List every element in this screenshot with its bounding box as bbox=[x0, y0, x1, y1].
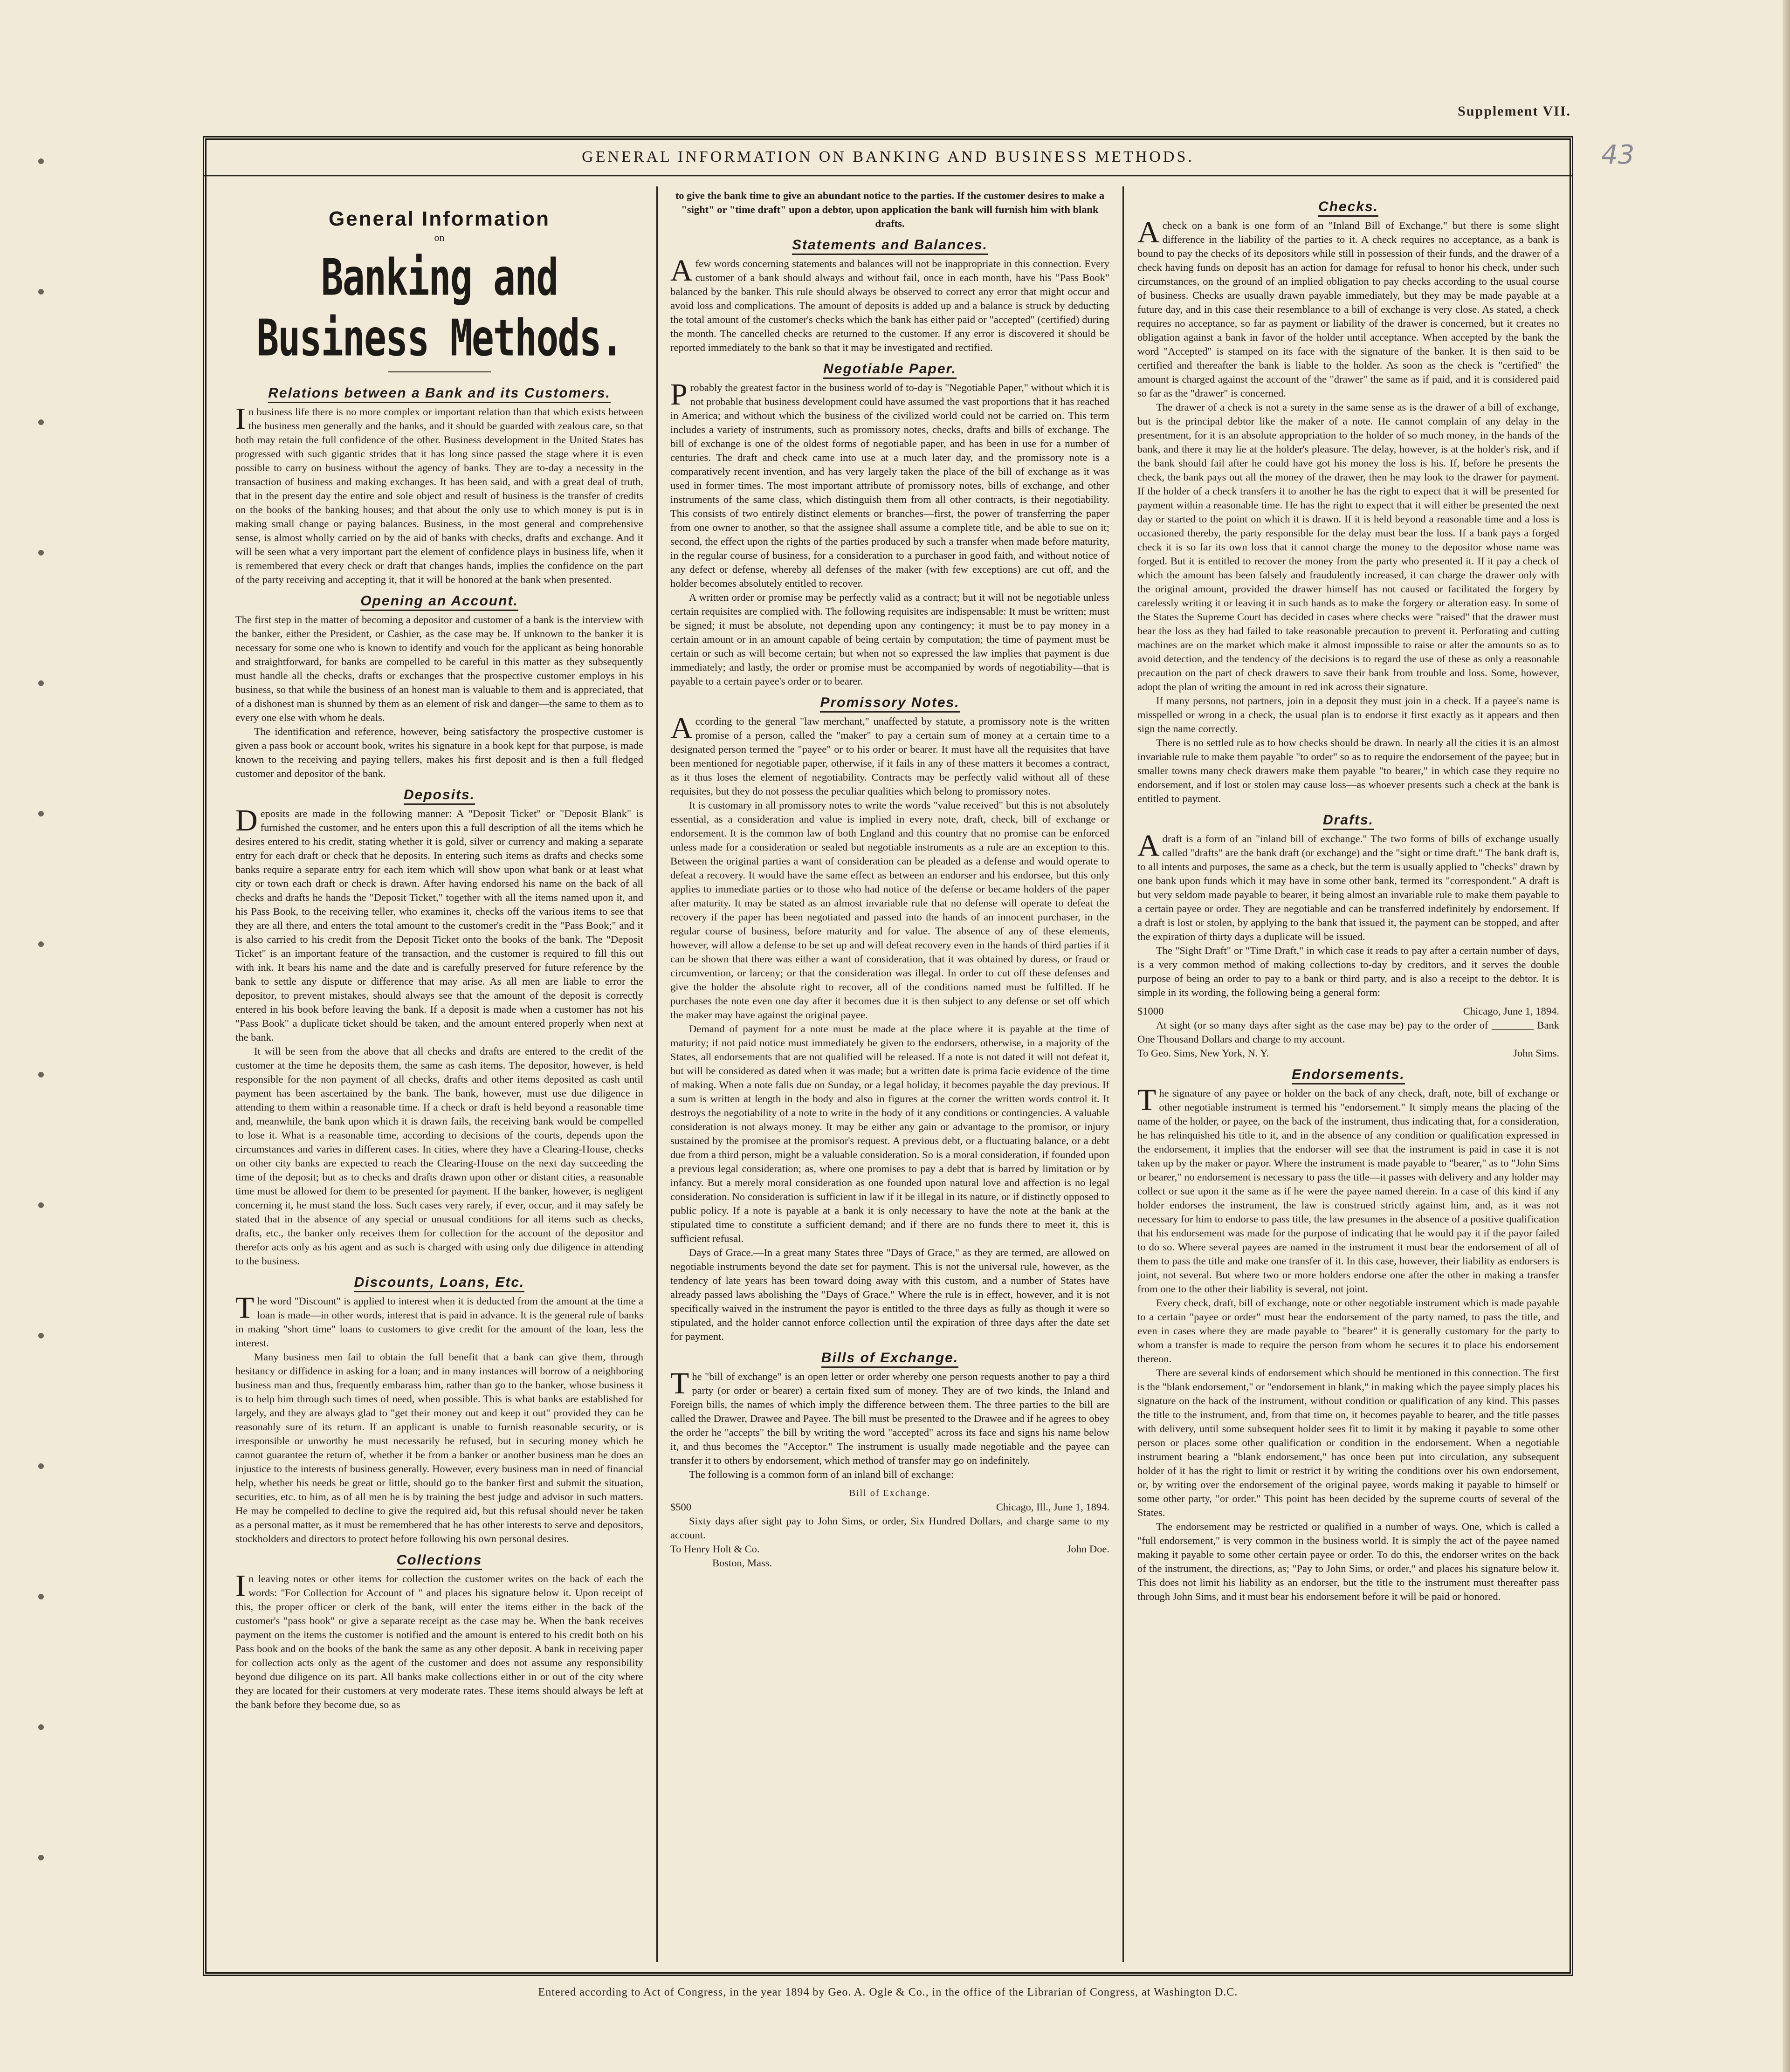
form-footer bbox=[670, 1542, 1109, 1556]
paragraph-endorsements-1: The signature of any payee or holder on the back of any check, draft, note, bill of exchange or other negotiable instrument is termed his "endorsement." It simply means the placing of the name of the holder, or payee, on the back of the instrument, thus indicating that, for a consideration, he has relinquished his title to it, and in the absence of any condition or qualification expressed in the endorsement, it implies that the endorser will see that the instrument is paid in case it is not taken up by the maker or payor. Where the instrument is made payable to "bearer," as to "John Sims or bearer," no endorsement is necessary to pass the title—it passes with delivery and any holder may collect or sue upon it the same as if he were the payee named therein. In a case of this kind if any holder endorses the instrument, the law is construed strictly against him, and, as it was not necessary for him to endorse to pass title, the law presumes in the absence of a positive qualification that his endorsement was made for the purpose of indicating that he would pay it if the payor failed to do so. Where several payees are named in the instrument it must bear the endorsement of all of them to pass the title and make one transfer of it. In this case, however, their liability as endorsers is joint, not several. But where two or more holders endorse one after the other in making a transfer from one to the other their liability is several, not joint. bbox=[1137, 1083, 1559, 1295]
paragraph-checks-4: There is no settled rule as to how checks should be drawn. In nearly all the cities it is an almost invariable rule to make them payable "to order" so as to require the endorsement of the payee; but in smaller towns many check drawers make them payable "to bearer," in which case they require no endorsement, and if lost or stolen may cause loss—as whoever presents such a check at the bank is entitled to payment. bbox=[1137, 737, 1559, 804]
paragraph-continued: to give the bank time to give an abundant notice to the parties. If the customer desires to make a "sight" or "time draft" upon a debtor, upon application the bank will furnish him with blank drafts. bbox=[675, 190, 1105, 229]
draft-footer bbox=[1137, 1046, 1559, 1060]
paragraph-endorsements-4: The endorsement may be restricted or qualified in a number of ways. One, which is called a "full endorsement," is very common in the business world. It is simply the act of the payee named making it payable to some other certain payee or order. To do this, the endorser writes on the back of the instrument, the directions, as; "Pay to John Sims, or order," and places his signature below it. This does not limit his liability as an endorser, but the title to the instrument must thereafter pass through John Sims, and it must bear his endorsement before it will be paid or honored. bbox=[1137, 1521, 1559, 1602]
paragraph-opening-1: The first step in the matter of becoming a depositor and customer of a bank is the interview with the banker, either the President, or Cashier, as the case may be. If unknown to the banker it is necessary for some one who is known to identify and vouch for the applicant as being honorable and straightforward, for banks are compelled to be careful in this matter as they subsequently must handle all the checks, drafts or exchanges that the prospective customer employs in his business, so that while the business of an honest man is valuable to them and is appreciated, that of a dishonest man is shunned by them as an element of risk and danger—the same to them as to every one else with whom he deals. bbox=[235, 614, 643, 723]
heading-promissory-notes: Promissory Notes. bbox=[670, 696, 1109, 710]
column-1 bbox=[235, 189, 643, 1960]
title-rule bbox=[388, 371, 491, 372]
binder-hole bbox=[38, 680, 44, 686]
paragraph-days-of-grace: Days of Grace.—In a great many States three "Days of Grace," as they are termed, are allowed on negotiable instruments beyond the date set for payment. This is not the universal rule, however, as the tendency of late years has been toward doing away with this custom, and a number of States have already passed laws abolishing the "Days of Grace." Where the rule is in effect, however, and it is not specifically waived in the instrument the payor is entitled to the three days as fully as though it were so stipulated, and the holder cannot enforce collection until the expiration of three days after the date set for payment. bbox=[670, 1247, 1109, 1342]
paragraph-negotiable-1: Probably the greatest factor in the business world of to-day is "Negotiable Paper," without which it is not probable that business development could have assumed the vast proportions that it has reached in America; and without which the business of the civilized world could not be carried on. This term includes a variety of instruments, such as promissory notes, checks, drafts and bills of exchange. The bill of exchange is one of the oldest forms of negotiable paper, and has been in use for a number of centuries. The draft and check came into use at a much later day, and the promissory note is a comparatively recent invention, and has very largely taken the place of the bill of exchange as it was used in former times. The most important attribute of promissory notes, bills of exchange, and other instruments of the same class, which distinguish them from all other contracts, is their negotiability. This consists of two entirely distinct elements or branches—first, the power of transferring the paper from one owner to another, so that the assignee shall assume a complete title, and be able to sue on it; second, the effect upon the rights of the parties produced by such a transfer when made before maturity, in the regular course of business, for a consideration to a purchaser in good faith, and without notice of any defect or defense, whereby all defenses of the maker (with few exceptions) are cut off, and the holder becomes absolutely entitled to recover. bbox=[670, 377, 1109, 589]
paragraph-promissory-1: According to the general "law merchant," unaffected by statute, a promissory note is the written promise of a person, called the "maker" to pay a certain sum of money at a certain time to a designated person termed the "payee" or to his order or bearer. It must have all the requisites that have been mentioned for negotiable paper, otherwise, if it fails in any of these matters it becomes a contract, as it thus loses the element of negotiability. Contracts may be perfectly valid without all of these requisites, but they do not possess the peculiar qualities which belong to promissory notes. bbox=[670, 711, 1109, 797]
draft-signer: John Sims. bbox=[1513, 1047, 1559, 1059]
heading-deposits: Deposits. bbox=[235, 788, 643, 802]
draft-date: Chicago, June 1, 1894. bbox=[1463, 1005, 1559, 1017]
heading-negotiable-paper: Negotiable Paper. bbox=[670, 362, 1109, 376]
binder-hole bbox=[38, 1072, 44, 1077]
paragraph-deposits-1: Deposits are made in the following manner: A "Deposit Ticket" or "Deposit Blank" is furnished the customer, and he enters upon this a full description of all the items which he desires entered to his credit, stating whether it is gold, silver or currency and making a separate entry for each draft or check that he deposits. In entering such items as drafts and checks some banks require a separate entry for each item which will show upon what bank or at least what city or town each draft or check is drawn. After having endorsed his name on the back of all checks and drafts he hands the "Deposit Ticket," together with all the items named upon it, and his Pass Book, to the receiving teller, who examines it, checks off the various items to see that they are all there, and enters the total amount to the customer's credit in the "Pass Book;" and it is also carried to his credit from the Deposit Ticket onto the books of the bank. The "Deposit Ticket" is an important feature of the transaction, and the customer is required to fill this out with ink. It bears his name and the date and is carefully preserved for future reference by the bank to settle any dispute or difference that may arise. As all men are liable to error the depositor, to prevent mistakes, should always see that the amount of the deposit is correctly entered in his book before leaving the bank. If a deposit is made when a customer has not his "Pass Book" a duplicate ticket should be taken, and the amount entered properly when next at the bank. bbox=[235, 803, 643, 1043]
paragraph-promissory-2: It is customary in all promissory notes to write the words "value received" but this is not absolutely essential, as a consideration and value is implied in every note, draft, check, bill of exchange or endorsement. It is the common law of both England and this country that no promise can be enforced unless made for a consideration or sealed but negotiable instruments as a rule are an exception to this. Between the original parties a want of consideration can be pleaded as a defense and would operate to defeat a recovery. It would have the same effect as between an endorser and his endorsee, but this only applies to immediate parties or to those who had notice of the defense or became holders of the paper after maturity. It may be stated as an almost invariable rule that no defense will operate to defeat the recovery if the paper has been negotiated and passed into the hands of an innocent purchaser, in the regular course of business, before maturity and for value. The absence of any of these elements, however, will allow a defense to be set up and will defeat recovery even in the hands of third parties if it can be shown that there was either a want of consideration, that it was obtained by duress, or fraud or circumvention, or larceny; or that the consideration was illegal. In order to cut off these defenses and give the holder the absolute right to recover, all of the conditions named must be fulfilled. If he purchases the note even one day after it becomes due it is then subject to any defense or set off which the maker may have against the original payee. bbox=[670, 799, 1109, 1021]
heading-endorsements: Endorsements. bbox=[1137, 1068, 1559, 1082]
title-on: on bbox=[434, 232, 445, 243]
page-edge bbox=[1783, 0, 1790, 2072]
heading-bills-of-exchange: Bills of Exchange. bbox=[670, 1351, 1109, 1365]
paragraph-drafts-2: The "Sight Draft" or "Time Draft," in which case it reads to pay after a certain number of days, is a very common method of making collections to-day by creditors, and it serves the double purpose of being an order to pay to a bank or third party, and is also a receipt to the debtor. It is simple in its wording, the following being a general form: bbox=[1137, 945, 1559, 998]
column-divider-1 bbox=[656, 186, 658, 1962]
paragraph-endorsements-2: Every check, draft, bill of exchange, note or other negotiable instrument which is made payable to a certain "payee or order" must bear the endorsement of the party named, to pass the title, and even in cases where they are made payable to "bearer" it is generally customary for the party to whom a transfer is made to require the person from whom he secures it to place his endorsement thereon. bbox=[1137, 1297, 1559, 1365]
paragraph-relations: In business life there is no more complex or important relation than that which exists between the business men generally and the banks, and it should be guarded with zealous care, so that both may retain the full confidence of the other. Business development in the United States has progressed with such gigantic strides that it has long since passed the stage where it is even possible to carry on business without the agency of banks. They are to-day a necessity in the transaction of business and making exchanges. It has been said, and with a great deal of truth, that in the present day the entire and sole object and result of business is the transfer of credits on the books of the banking houses; and that about the only use to which money is put is in making small change or paying balances. Business, in the most general and comprehensive sense, is almost wholly carried on by the aid of banks with checks, drafts and exchange. And it will be seen what a very important part the element of confidence plays in business life, when it is remembered that every check or draft that changes hands, implies the confidence on the part of the party receiving and accepting it, that it will be honored at the bank when presented. bbox=[235, 402, 643, 585]
binder-hole bbox=[38, 1202, 44, 1208]
title-block bbox=[235, 207, 643, 372]
paragraph-checks-3: If many persons, not partners, join in a deposit they must join in a check. If a payee's name is misspelled or wrong in a check, the usual plan is to endorse it first exactly as it appears and then sign the name correctly. bbox=[1137, 695, 1559, 734]
draft-form bbox=[1137, 1004, 1559, 1060]
draft-body: At sight (or so many days after sight as the case may be) pay to the order of ________ Bank One Thousand Dollars and charge to my account. bbox=[1137, 1019, 1559, 1045]
header-rule bbox=[203, 175, 1573, 177]
paragraph-drafts-1: Adraft is a form of an "inland bill of exchange." The two forms of bills of exchange usually called "drafts" are the bank draft (or exchange) and the "sight or time draft." The bank draft is, to all intents and purposes, the same as a check, but the term is usually applied to "checks" drawn by one bank upon funds which it may have in some other bank, termed its "correspondent." A draft is but very seldom made payable to bearer, it being almost an invariable rule to make them payable to a certain payee or order. They are negotiable and can be transferred indefinitely by endorsement. If a draft is lost or stolen, by applying to the bank that issued it, the payment can be stopped, and after the expiration of thirty days a duplicate will be issued. bbox=[1137, 829, 1559, 942]
binder-hole bbox=[38, 419, 44, 425]
paragraph-collections: In leaving notes or other items for collection the customer writes on the back of each the words: "For Collection for Account of " and places his signature below it. Upon receipt of this, the proper officer or clerk of the bank, will enter the items either in the back of the customer's "pass book" or give a separate receipt as the case may be. When the bank receives payment on the items the customer is notified and the amount is entered to his credit both on his Pass book and on the books of the bank the same as any other deposit. A bank in receiving paper for collection acts only as the agent of the customer and does not assume any responsibility beyond due diligence on its part. All banks make collections either in or out of the city where they are located for their customers at very moderate rates. These items should always be left at the bank before they become due, so as bbox=[235, 1569, 643, 1710]
paragraph-bills-2: The following is a common form of an inland bill of exchange: bbox=[689, 1468, 954, 1480]
draft-amount: $1000 bbox=[1137, 1005, 1164, 1017]
binder-hole bbox=[38, 1463, 44, 1469]
pencil-page-number: 43 bbox=[1601, 140, 1635, 170]
heading-statements: Statements and Balances. bbox=[670, 238, 1109, 252]
supplement-label: Supplement VII. bbox=[1458, 103, 1571, 119]
form-to: To Henry Holt & Co. bbox=[670, 1543, 760, 1555]
binder-hole bbox=[38, 941, 44, 947]
paragraph-bills-1: The "bill of exchange" is an open letter or order whereby one person requests another to pay a third party (or order or bearer) a certain fixed sum of money. They are of two kinds, the Inland and Foreign bills, the names of which imply the difference between them. The three parties to the bill are called the Drawer, Drawee and Payee. The bill must be presented to the Drawee and if he agrees to obey the order he "accepts" the bill by writing the word "accepted" across its face and signs his name below it, and thus becomes the "Acceptor." The instrument is usually made negotiable and the payee can transfer it to others by endorsement, which method of transfer may go on indefinitely. bbox=[670, 1366, 1109, 1466]
binder-hole bbox=[38, 811, 44, 816]
heading-opening-account: Opening an Account. bbox=[235, 594, 643, 608]
column-divider-2 bbox=[1122, 186, 1124, 1962]
paragraph-discounts-2: Many business men fail to obtain the full benefit that a bank can give them, through hesitancy or diffidence in asking for a loan; and in many instances will borrow of a neighboring business man and thus, frequently embarass him, rather than go to the banker, whose business it is to help him through such times of need, when possible. This is what banks are established for largely, and they are always glad to "get their money out and keep it out" provided they can be reasonably sure of its return. If an applicant is unable to furnish reasonable security, or is irresponsible or unworthy he must necessarily be refused, but in securing money which he cannot guarantee the return of, whether it be from a banker or another business man he does an injustice to the interests of business generally. However, every business man in need of financial help, whether his needs be great or little, should go to the banker first and submit the situation, securities, etc. to him, as of all men he is by training the best judge and advisor in such matters. He may be compelled to decline to give the required aid, but this refusal should never be taken as a personal matter, as it must be remembered that he has other interests to serve and depositors, stockholders and directors to protect before following his own personal desires. bbox=[235, 1351, 643, 1544]
binder-holes bbox=[38, 158, 47, 1957]
form-title: Bill of Exchange. bbox=[849, 1488, 931, 1498]
binder-hole bbox=[38, 1594, 44, 1599]
heading-relations: Relations between a Bank and its Customers. bbox=[235, 386, 643, 400]
title-general-information: General Information bbox=[328, 207, 551, 230]
binder-hole bbox=[38, 1724, 44, 1730]
heading-discounts: Discounts, Loans, Etc. bbox=[235, 1276, 643, 1290]
binder-hole bbox=[38, 1333, 44, 1338]
copyright-footer: Entered according to Act of Congress, in the year 1894 by Geo. A. Ogle & Co., in the office of the Librarian of Congress, at Washington D.C. bbox=[538, 1986, 1238, 1998]
draft-to: To Geo. Sims, New York, N. Y. bbox=[1137, 1047, 1269, 1059]
paragraph-deposits-2: It will be seen from the above that all checks and drafts are entered to the credit of the customer at the time he deposits them, the same as cash items. The depositor, however, is held responsible for the non payment of all checks, drafts and other items deposited as cash until payment has been ascertained by the bank. The bank, however, must use due diligence in attending to them within a reasonable time. If a check or draft is held beyond a reasonable time and, meanwhile, the bank upon which it is drawn fails, the receiving bank would be compelled to lose it. What is a reasonable time, according to decisions of the courts, depends upon the circumstances and varies in different cases. In cities, where they have a Clearing-House, checks on other city banks are expected to reach the Clearing-House on the next day succeeding the time of the deposit; but as to checks and drafts drawn upon other or distant cities, a reasonable time must be allowed for them to be presented for payment. If the banker, however, is negligent concerning it, he must stand the loss. Such cases very rarely, if ever, occur, and it may safely be stated that in the absence of any special or unusual conditions for all items such as checks, drafts, etc., the banker only receives them for collection for the account of the depositor and therefor acts only as his agent and as such is charged with using only due diligence in attending to the business. bbox=[235, 1045, 643, 1267]
paragraph-checks-1: Acheck on a bank is one form of an "Inland Bill of Exchange," but there is some slight difference in the liability of the parties to it. A check requires no acceptance, as a bank is bound to pay the checks of its depositors while still in possession of their funds, and the drawer of a check having funds on deposit has an action for damage for refusal to honor his check, under such circumstances, on the ground of an implied obligation to pay checks according to the usual course of business. Checks are usually drawn payable immediately, but they may be made payable at a future day, and in this case their resemblance to a bill of exchange is very close. As stated, a check requires no acceptance, so far as payment or liability of the drawer is concerned, but it creates no obligation against a bank in favor of the holder until acceptance. When accepted by the bank the word "Accepted" is stamped on its face with the signature of the banker. It is then said to be certified and thereafter the bank is liable to the holder. As soon as the check is "certified" the amount is charged against the account of the "drawer" the same as if paid, and it is considered paid so far as the "drawer" is concerned. bbox=[1137, 215, 1559, 399]
paragraph-checks-2: The drawer of a check is not a surety in the same sense as is the drawer of a bill of exchange, but is the principal debtor like the maker of a note. He cannot complain of any delay in the presentment, for it is an absolute appropriation to the holder of so much money, in the hands of the bank, and there it may lie at the holder's pleasure. The delay, however, is at the holder's risk, and if the bank should fail after he could have got his money the loss is his. If, before he presents the check, the bank pays out all the money of the drawer, then he may look to the drawer for payment. If the holder of a check transfers it to another he has the right to expect that it will be presented for payment within a reasonable time. He has the right to expect that it will either be presented the next day or started to the point on which it is drawn. If it is held beyond a reasonable time and a loss is occasioned thereby, the party responsible for the delay must bear the loss. If a bank pays a forged check it is so far its own loss that it cannot charge the money to the depositor whose name was forged. But it is entitled to recover the money from the party who presented it. If it pay a check of which the amount has been falsely and fraudulently increased, it can charge the drawer only with the original amount, provided the drawer himself has not caused or facilitated the forgery by carelessly writing it or leaving it in such hands as to make the forgery or alteration easy. In some of the States the Supreme Court has decided in cases where checks were "raised" that the drawer must bear the loss as they had failed to take reasonable precaution to prevent it. Perforating and cutting machines are on the market which make it almost impossible to raise or alter the amounts so as to avoid detection, and the tendency of the decisions is to regard the use of these as only a reasonable precaution on the part of check drawers to save their bank from trouble and loss. Some, however, adopt the plan of writing the amount in red ink across their signature. bbox=[1137, 401, 1559, 693]
form-header bbox=[670, 1500, 1109, 1514]
binder-hole bbox=[38, 289, 44, 295]
form-city: Boston, Mass. bbox=[712, 1557, 772, 1569]
paragraph-discounts-1: The word "Discount" is applied to interest when it is deducted from the amount at the time a loan is made—in other words, interest that is paid in advance. It is the general rule of banks in making "short time" loans to customers to give credit for the amount of the loan, less the interest. bbox=[235, 1291, 643, 1349]
draft-header bbox=[1137, 1004, 1559, 1018]
paragraph-opening-2: The identification and reference, however, being satisfactory the prospective customer is given a pass book or account book, writes his signature in a book kept for that purpose, is made known to the receiving and paying tellers, makes his first deposit and is then a full fledged customer and depositor of the bank. bbox=[235, 726, 643, 779]
paragraph-promissory-3: Demand of payment for a note must be made at the place where it is payable at the time of maturity; if not paid notice must immediately be given to the endorsers, otherwise, in a majority of the States, all endorsements that are not qualified will be released. If a note is not dated it will not defeat it, but will be considered as dated when it was made; but a written date is prima facie evidence of the time of making. When a note falls due on Sunday, or a legal holiday, it becomes payable the day previous. If a sum is written at length in the body and also in figures at the corner the written words control it. It destroys the negotiability of a note to write in the body of it any conditions or contingencies. A valuable consideration is not always money. It may be either any gain or advantage to the promisor, or injury sustained by the promisee at the promisor's request. A previous debt, or a fluctuating balance, or a debt due from a third person, might be a valuable consideration. So is a moral consideration, if founded upon a previous legal consideration; as, where one promises to pay a debt that is barred by limitation or by infancy. But a merely moral consideration as one founded upon natural love and affection is no legal consideration. No consideration is sufficient in law if it be illegal in its nature, or if distinctly opposed to public policy. If a note is payable at a bank it is only necessary to have the note at the bank at the stipulated time to constitute a sufficient demand; and if there are no funds there to meet it, this is sufficient refusal. bbox=[670, 1023, 1109, 1244]
heading-checks: Checks. bbox=[1137, 200, 1559, 214]
heading-collections: Collections bbox=[235, 1553, 643, 1567]
form-amount: $500 bbox=[670, 1501, 691, 1513]
binder-hole bbox=[38, 550, 44, 556]
form-signer: John Doe. bbox=[1067, 1543, 1109, 1555]
heading-drafts: Drafts. bbox=[1137, 813, 1559, 827]
binder-hole bbox=[38, 1855, 44, 1860]
bill-of-exchange-form bbox=[670, 1486, 1109, 1570]
column-3 bbox=[1137, 189, 1559, 1960]
banner-title: GENERAL INFORMATION ON BANKING AND BUSINESS METHODS. bbox=[582, 148, 1194, 165]
title-banking: Banking and Business Methods. bbox=[256, 248, 622, 367]
paragraph-statements: Afew words concerning statements and balances will not be inappropriate in this connection. Every customer of a bank should always and without fail, once in each month, have his "Pass Book" balanced by the banker. This rule should always be observed to correct any error that might occur and avoid loss and complications. The amount of deposits is added up and a balance is struck by deducting the total amount of the customer's checks which the bank has either paid or "accepted" (certified) during the month. The cancelled checks are returned to the customer. If any error is discovered it should be reported immediately to the bank so that it may be investigated and rectified. bbox=[670, 254, 1109, 353]
form-date: Chicago, Ill., June 1, 1894. bbox=[996, 1501, 1109, 1513]
form-body: Sixty days after sight pay to John Sims, or order, Six Hundred Dollars, and charge same to my account. bbox=[670, 1515, 1109, 1541]
column-2 bbox=[670, 189, 1109, 1960]
binder-hole bbox=[38, 158, 44, 164]
paragraph-negotiable-2: A written order or promise may be perfectly valid as a contract; but it will not be negotiable unless certain requisites are complied with. The following requisites are indispensable: It must be written; must be signed; it must be absolute, not depending upon any contingency; it must be to pay money in a certain amount or in an amount capable of being certain by computation; the time of payment must be certain or such as will become certain; but when not so expressed the law implies that payment is due immediately; and lastly, the order or promise must be accompanied by words of negotiability—that is payable to a certain payee's order or to bearer. bbox=[670, 591, 1109, 687]
paragraph-endorsements-3: There are several kinds of endorsement which should be mentioned in this connection. The first is the "blank endorsement," or "endorsement in blank," in making which the payee simply places his signature on the back of the instrument, without condition or qualification of any kind. This passes the title to the instrument, and, from that time on, it becomes payable to bearer, and the title passes with delivery, until some subsequent holder sees fit to limit it by making it payable to some other person or places some other qualification or condition in the endorsement. When a negotiable instrument bearing a "blank endorsement," has once been put into circulation, any subsequent holder of it has the right to limit or restrict it by writing the conditions over his own endorsement, or, by writing over the endorsement of the original payee, words making it payable to himself or some other party, "or order." This point has been decided by the supreme courts of several of the States. bbox=[1137, 1367, 1559, 1518]
